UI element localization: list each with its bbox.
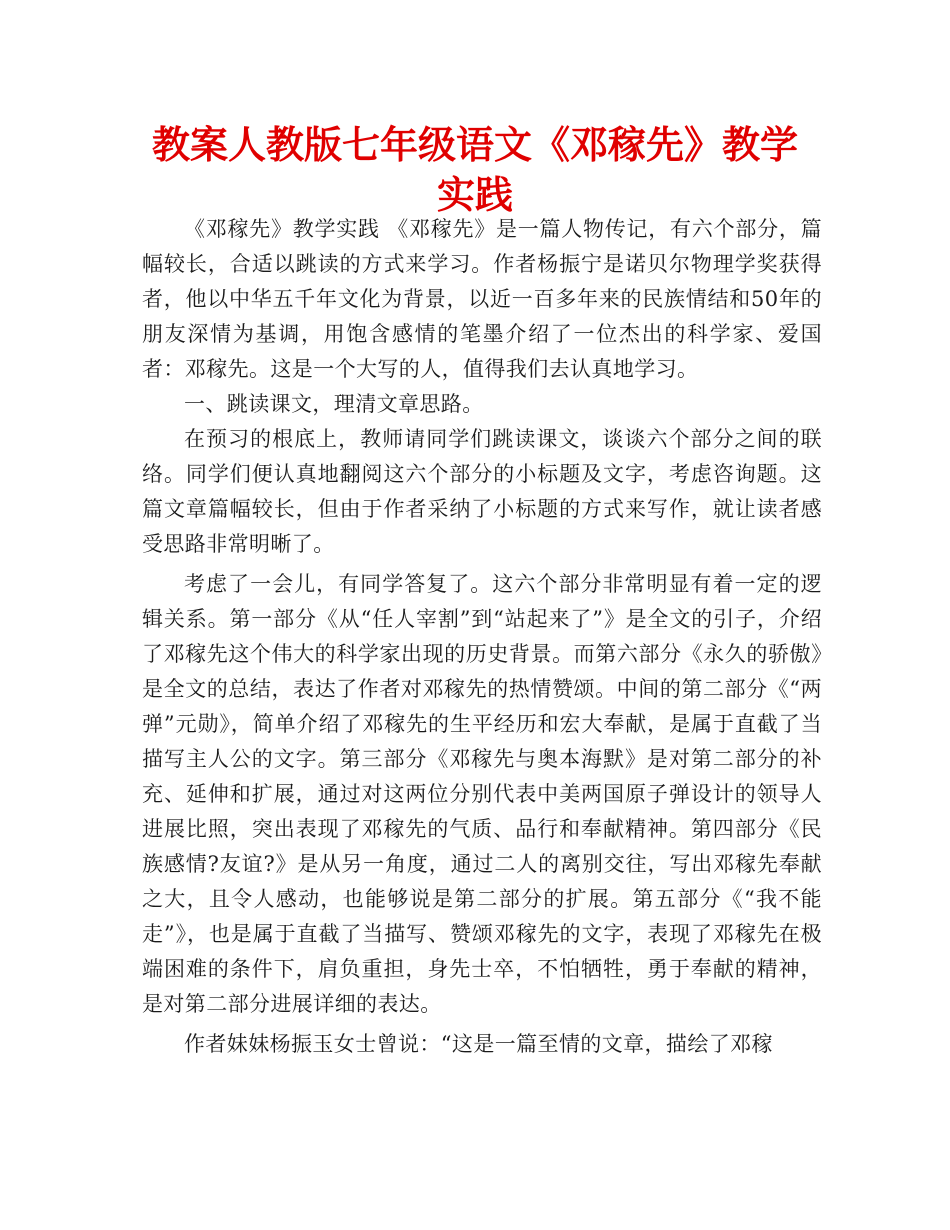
paragraph-sister-quote: 作者妹妹杨振玉女士曾说：“这是一篇至情的文章，描绘了邓稼 <box>184 1032 773 1056</box>
paragraph-section-heading: 一、跳读课文，理清文章思路。 <box>184 392 484 416</box>
paragraph-preview-reading: 在预习的根底上，教师请同学们跳读课文，谈谈六个部分之间的联络。同学们便认真地翻阅这六个部分的小标题及文字，考虑咨询题。这篇文章篇幅较长，但由于作者采纳了小标题的方式来写作，就让读者感受思路非常明晰了。 <box>142 427 822 556</box>
document-title: 教案人教版七年级语文《邓稼先》教学实践 <box>151 123 798 217</box>
document-body <box>142 212 822 1062</box>
paragraph-structure-analysis: 考虑了一会儿，有同学答复了。这六个部分非常明显有着一定的逻辑关系。第一部分《从“任人宰割”到“站起来了”》是全文的引子，介绍了邓稼先这个伟大的科学家出现的历史背景。而第六部分《永久的骄傲》是全文的总结，表达了作者对邓稼先的热情赞颂。中间的第二部分《“两弹”元勋》，简单介绍了邓稼先的生平经历和宏大奉献，是属于直截了当描写主人公的文字。第三部分《邓稼先与奥本海默》是对第二部分的补充、延伸和扩展，通过对这两位分别代表中美两国原子弹设计的领导人进展比照，突出表现了邓稼先的气质、品行和奉献精神。第四部分《民族感情?友谊?》是从另一角度，通过二人的离别交往，写出邓稼先奉献之大，且令人感动，也能够说是第二部分的扩展。第五部分《“我不能走”》，也是属于直截了当描写、赞颂邓稼先的文字，表现了邓稼先在极端困难的条件下，肩负重担，身先士卒，不怕牺牲，勇于奉献的精神，是对第二部分进展详细的表达。 <box>142 572 822 1016</box>
paragraph-intro: 《邓稼先》教学实践 《邓稼先》是一篇人物传记，有六个部分，篇幅较长，合适以跳读的方式来学习。作者杨振宁是诺贝尔物理学奖获得者，他以中华五千年文化为背景，以近一百多年来的民族情结和50年的朋友深情为基调，用饱含感情的笔墨介绍了一位杰出的科学家、爱国者：邓稼先。这是一个大写的人，值得我们去认真地学习。 <box>142 217 822 381</box>
